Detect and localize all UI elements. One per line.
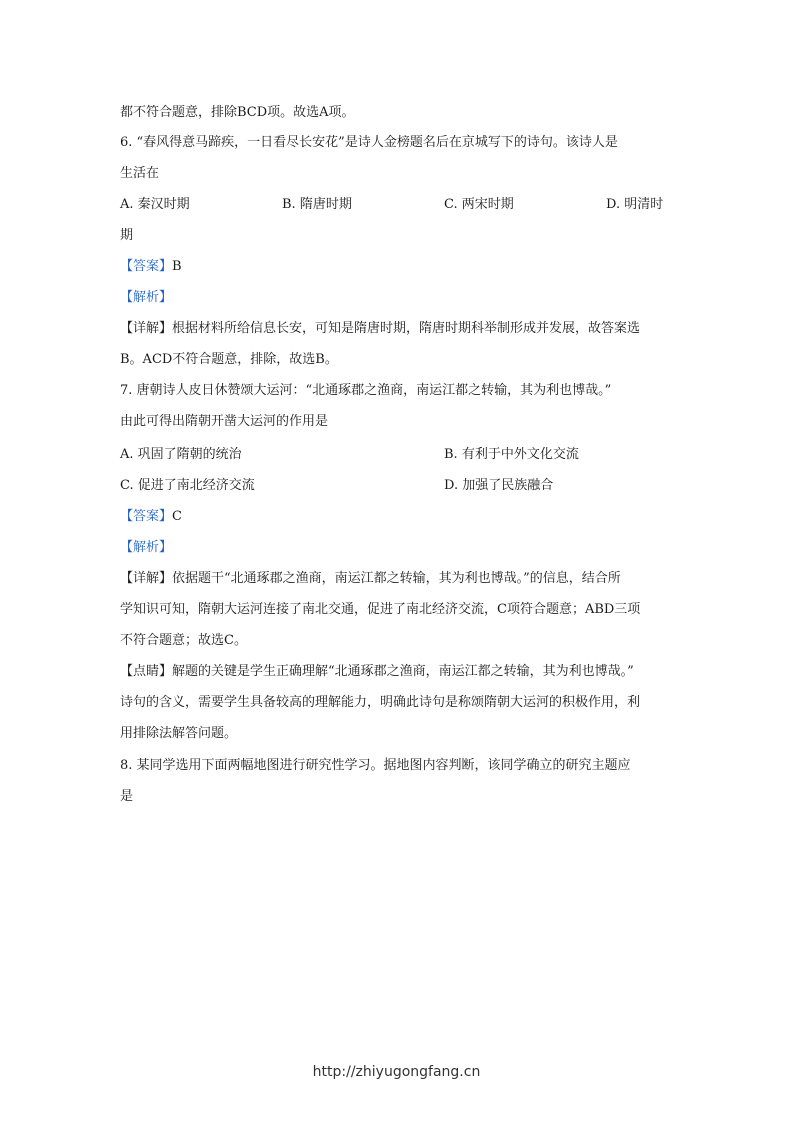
answer-tag: 【答案】	[120, 509, 173, 524]
q7-option-c: C. 促进了南北经济交流	[120, 478, 255, 493]
q7-answer	[120, 507, 683, 527]
q7-tip-cont: 诗句的含义，需要学生具备较高的理解能力，明确此诗句是称颂隋朝大运河的积极作用，利	[120, 695, 641, 710]
detail-text: 根据材料所给信息长安，可知是隋唐时期，隋唐时期科举制形成并发展，故答案选	[172, 321, 641, 336]
q6-option-a: A. 秦汉时期	[120, 197, 190, 212]
answer-tag: 【答案】	[120, 259, 173, 274]
question-6-stem: 6. “春风得意马蹄疾，一日看尽长安花”是诗人金榜题名后在京城写下的诗句。该诗人是	[120, 135, 618, 150]
q7-detail-cont: 不符合题意；故选C。	[120, 633, 247, 648]
q6-detail-cont: B。ACD不符合题意，排除，故选B。	[120, 352, 338, 367]
detail-tag: 【详解】	[120, 571, 173, 586]
q7-option-d: D. 加强了民族融合	[444, 478, 554, 493]
q7-detail	[120, 569, 683, 589]
answer-value: B	[172, 259, 182, 274]
detail-text: 依据题干“北通琢郡之渔商，南运江都之转输，其为利也博哉。”的信息，结合所	[172, 571, 621, 586]
q7-option-b: B. 有利于中外文化交流	[444, 447, 579, 462]
footer-url[interactable]: http://zhiyugongfang.cn	[312, 1064, 481, 1080]
q6-option-b: B. 隋唐时期	[282, 197, 352, 212]
answer-value: C	[172, 509, 182, 524]
q7-analysis	[120, 538, 683, 558]
analysis-tag: 【解析】	[120, 540, 173, 555]
q7-tip-cont: 用排除法解答问题。	[120, 726, 238, 741]
q6-option-d: D. 明清时	[606, 197, 664, 212]
question-7-stem: 7. 唐朝诗人皮日休赞颂大运河：“北通琢郡之渔商，南运江都之转输，其为利也博哉。”	[120, 383, 612, 398]
tip-text: 解题的关键是学生正确理解“北通琢郡之渔商，南运江都之转输，其为利也博哉。”	[172, 664, 634, 679]
q7-detail-cont: 学知识可知，隋朝大运河连接了南北交通，促进了南北经济交流，C项符合题意；ABD三项	[120, 602, 641, 617]
detail-tag: 【详解】	[120, 321, 173, 336]
q6-detail	[120, 319, 683, 339]
q6-answer	[120, 257, 683, 277]
tip-tag: 【点睛】	[120, 664, 173, 679]
question-7-stem-cont: 由此可得出隋朝开凿大运河的作用是	[120, 414, 329, 429]
q7-tip	[120, 662, 683, 682]
question-6-stem-cont: 生活在	[120, 166, 160, 181]
text-line: 都不符合题意，排除BCD项。故选A项。	[120, 105, 355, 120]
analysis-tag: 【解析】	[120, 290, 173, 305]
question-8-stem: 8. 某同学选用下面两幅地图进行研究性学习。据地图内容判断，该同学确立的研究主题应	[120, 758, 631, 773]
q6-option-c: C. 两宋时期	[444, 197, 514, 212]
q6-analysis	[120, 288, 683, 308]
question-8-stem-cont: 是	[120, 789, 134, 804]
q7-option-a: A. 巩固了隋朝的统治	[120, 447, 242, 462]
q6-option-d-wrap: 期	[120, 228, 134, 243]
